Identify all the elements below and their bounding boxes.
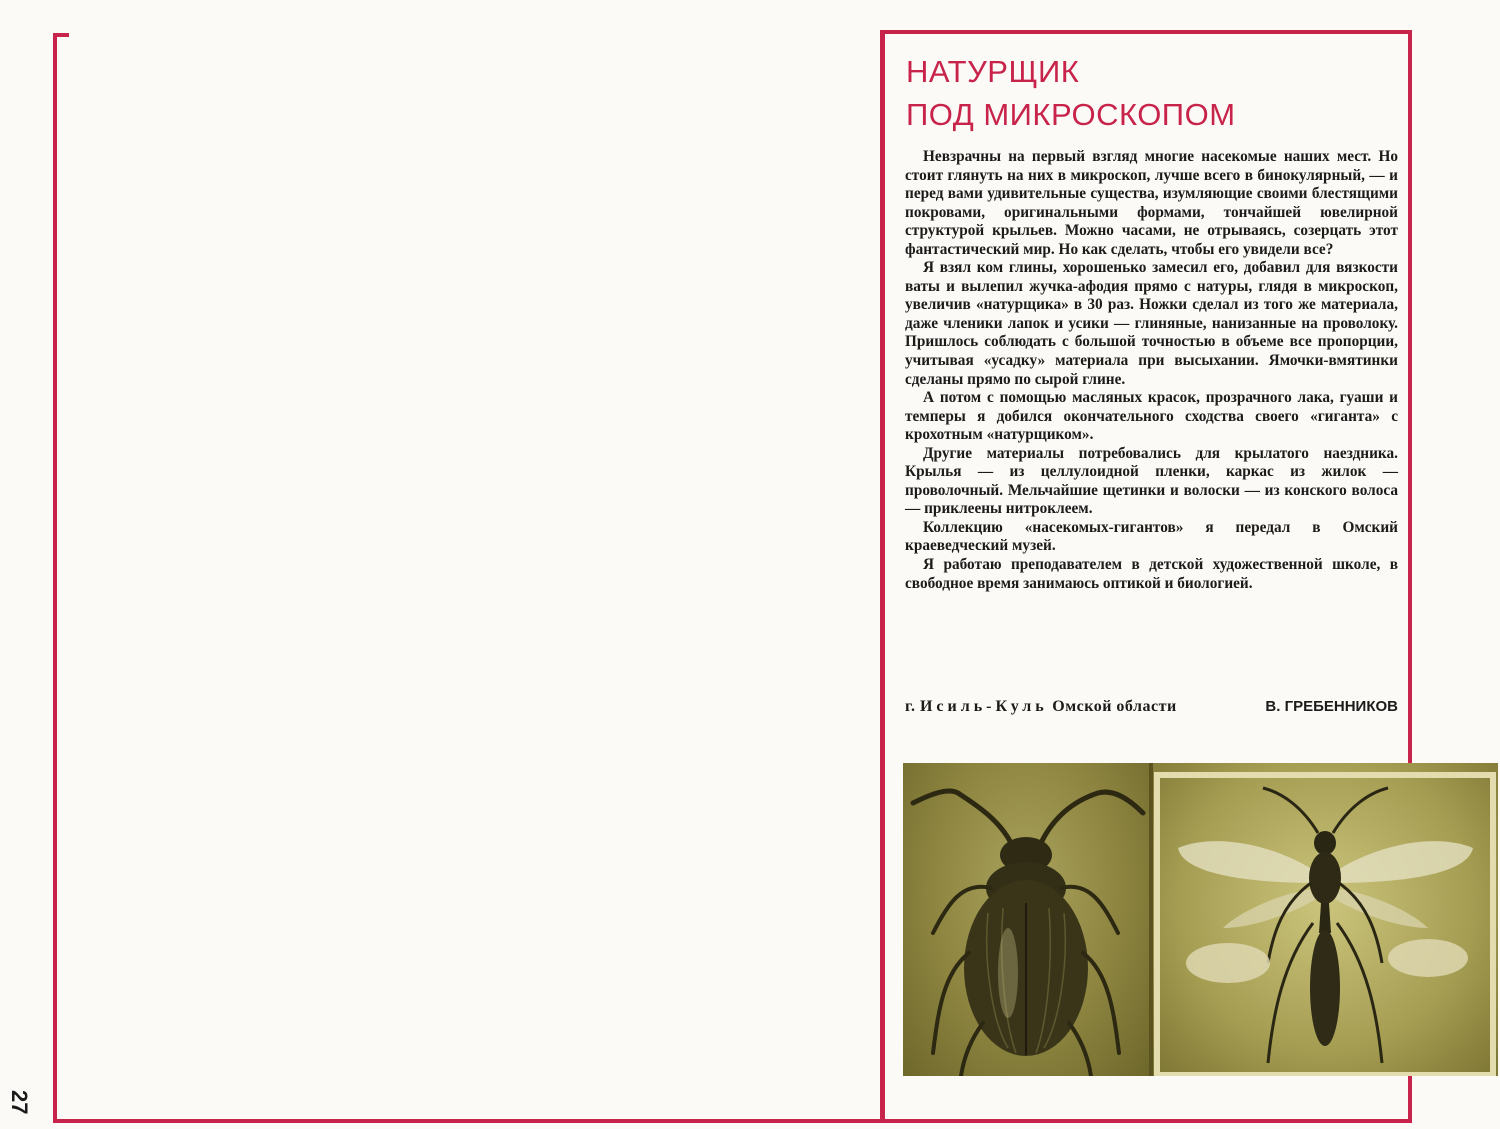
left-frame-vertical-rule — [53, 33, 57, 1123]
wasp-model-photo — [1153, 763, 1498, 1076]
author-location — [905, 698, 1177, 716]
article-paragraph-2: Я взял ком глины, хорошенько замесил его, добавил для вязкости ваты и вылепил жучка-афодия прямо с натуры, глядя в микроскоп, увеличив «натурщика» в 30 раз. Ножки сделал из того же материала, даже членики лапок и усики — глиняные, нанизанные на проволоку. Пришлось соблюдать с большой точностью в объеме все пропорции, учитывая «усадку» материала при высыхании. Ямочки-вмятинки сделаны прямо по сырой глине. — [905, 259, 1398, 388]
photo-strip — [903, 763, 1498, 1076]
page-number: 27 — [7, 1090, 32, 1115]
article-paragraph-1: Невзрачны на первый взгляд многие насекомые наших мест. Но стоит глянуть на них в микроскоп, лучше всего в бинокулярный, — и перед вами удивительные существа, изумляющие своими блестящими покровами, оригинальными формами, тончайшей ювелирной структурой крыльев. Можно часами, не отрываясь, созерцать этот фантастический мир. Но как сделать, чтобы его увидели все? — [905, 148, 1398, 258]
article-title-line-2: ПОД МИКРОСКОПОМ — [906, 97, 1236, 132]
article-body — [905, 148, 1398, 593]
wasp-illustration — [1153, 763, 1498, 1076]
article-paragraph-4: Другие материалы потребовались для крылатого наездника. Крылья — из целлулоидной пленки, каркас из жилок — проволочный. Мельчайшие щетинки и волоски — из конского волоса — приклеены нитроклеем. — [905, 444, 1398, 518]
article-title-line-1: НАТУРЩИК — [906, 54, 1080, 89]
article-paragraph-6: Я работаю преподавателем в детской художественной школе, в свободное время занимаюсь оптикой и биологией. — [905, 556, 1398, 592]
location-city: Исиль-Куль — [919, 698, 1048, 715]
center-frame-rule — [880, 30, 885, 1123]
location-region: Омской области — [1052, 698, 1177, 715]
article-paragraph-5: Коллекцию «насекомых-гигантов» я передал в Омский краеведческий музей. — [905, 518, 1398, 555]
right-frame-top-rule — [880, 30, 1412, 34]
location-prefix: г. — [905, 698, 916, 715]
article-title — [906, 50, 1236, 136]
article-paragraph-3: А потом с помощью масляных красок, прозрачного лака, гуаши и темперы я добился окончательного сходства своего «гиганта» с крохотным «натурщиком». — [905, 389, 1398, 444]
article-signature — [905, 698, 1398, 716]
author-name: В. ГРЕБЕННИКОВ — [1265, 698, 1398, 715]
beetle-illustration — [903, 763, 1149, 1076]
right-frame-bottom-rule — [880, 1119, 1412, 1123]
left-frame-bottom-rule — [53, 1119, 881, 1123]
beetle-model-photo — [903, 763, 1149, 1076]
